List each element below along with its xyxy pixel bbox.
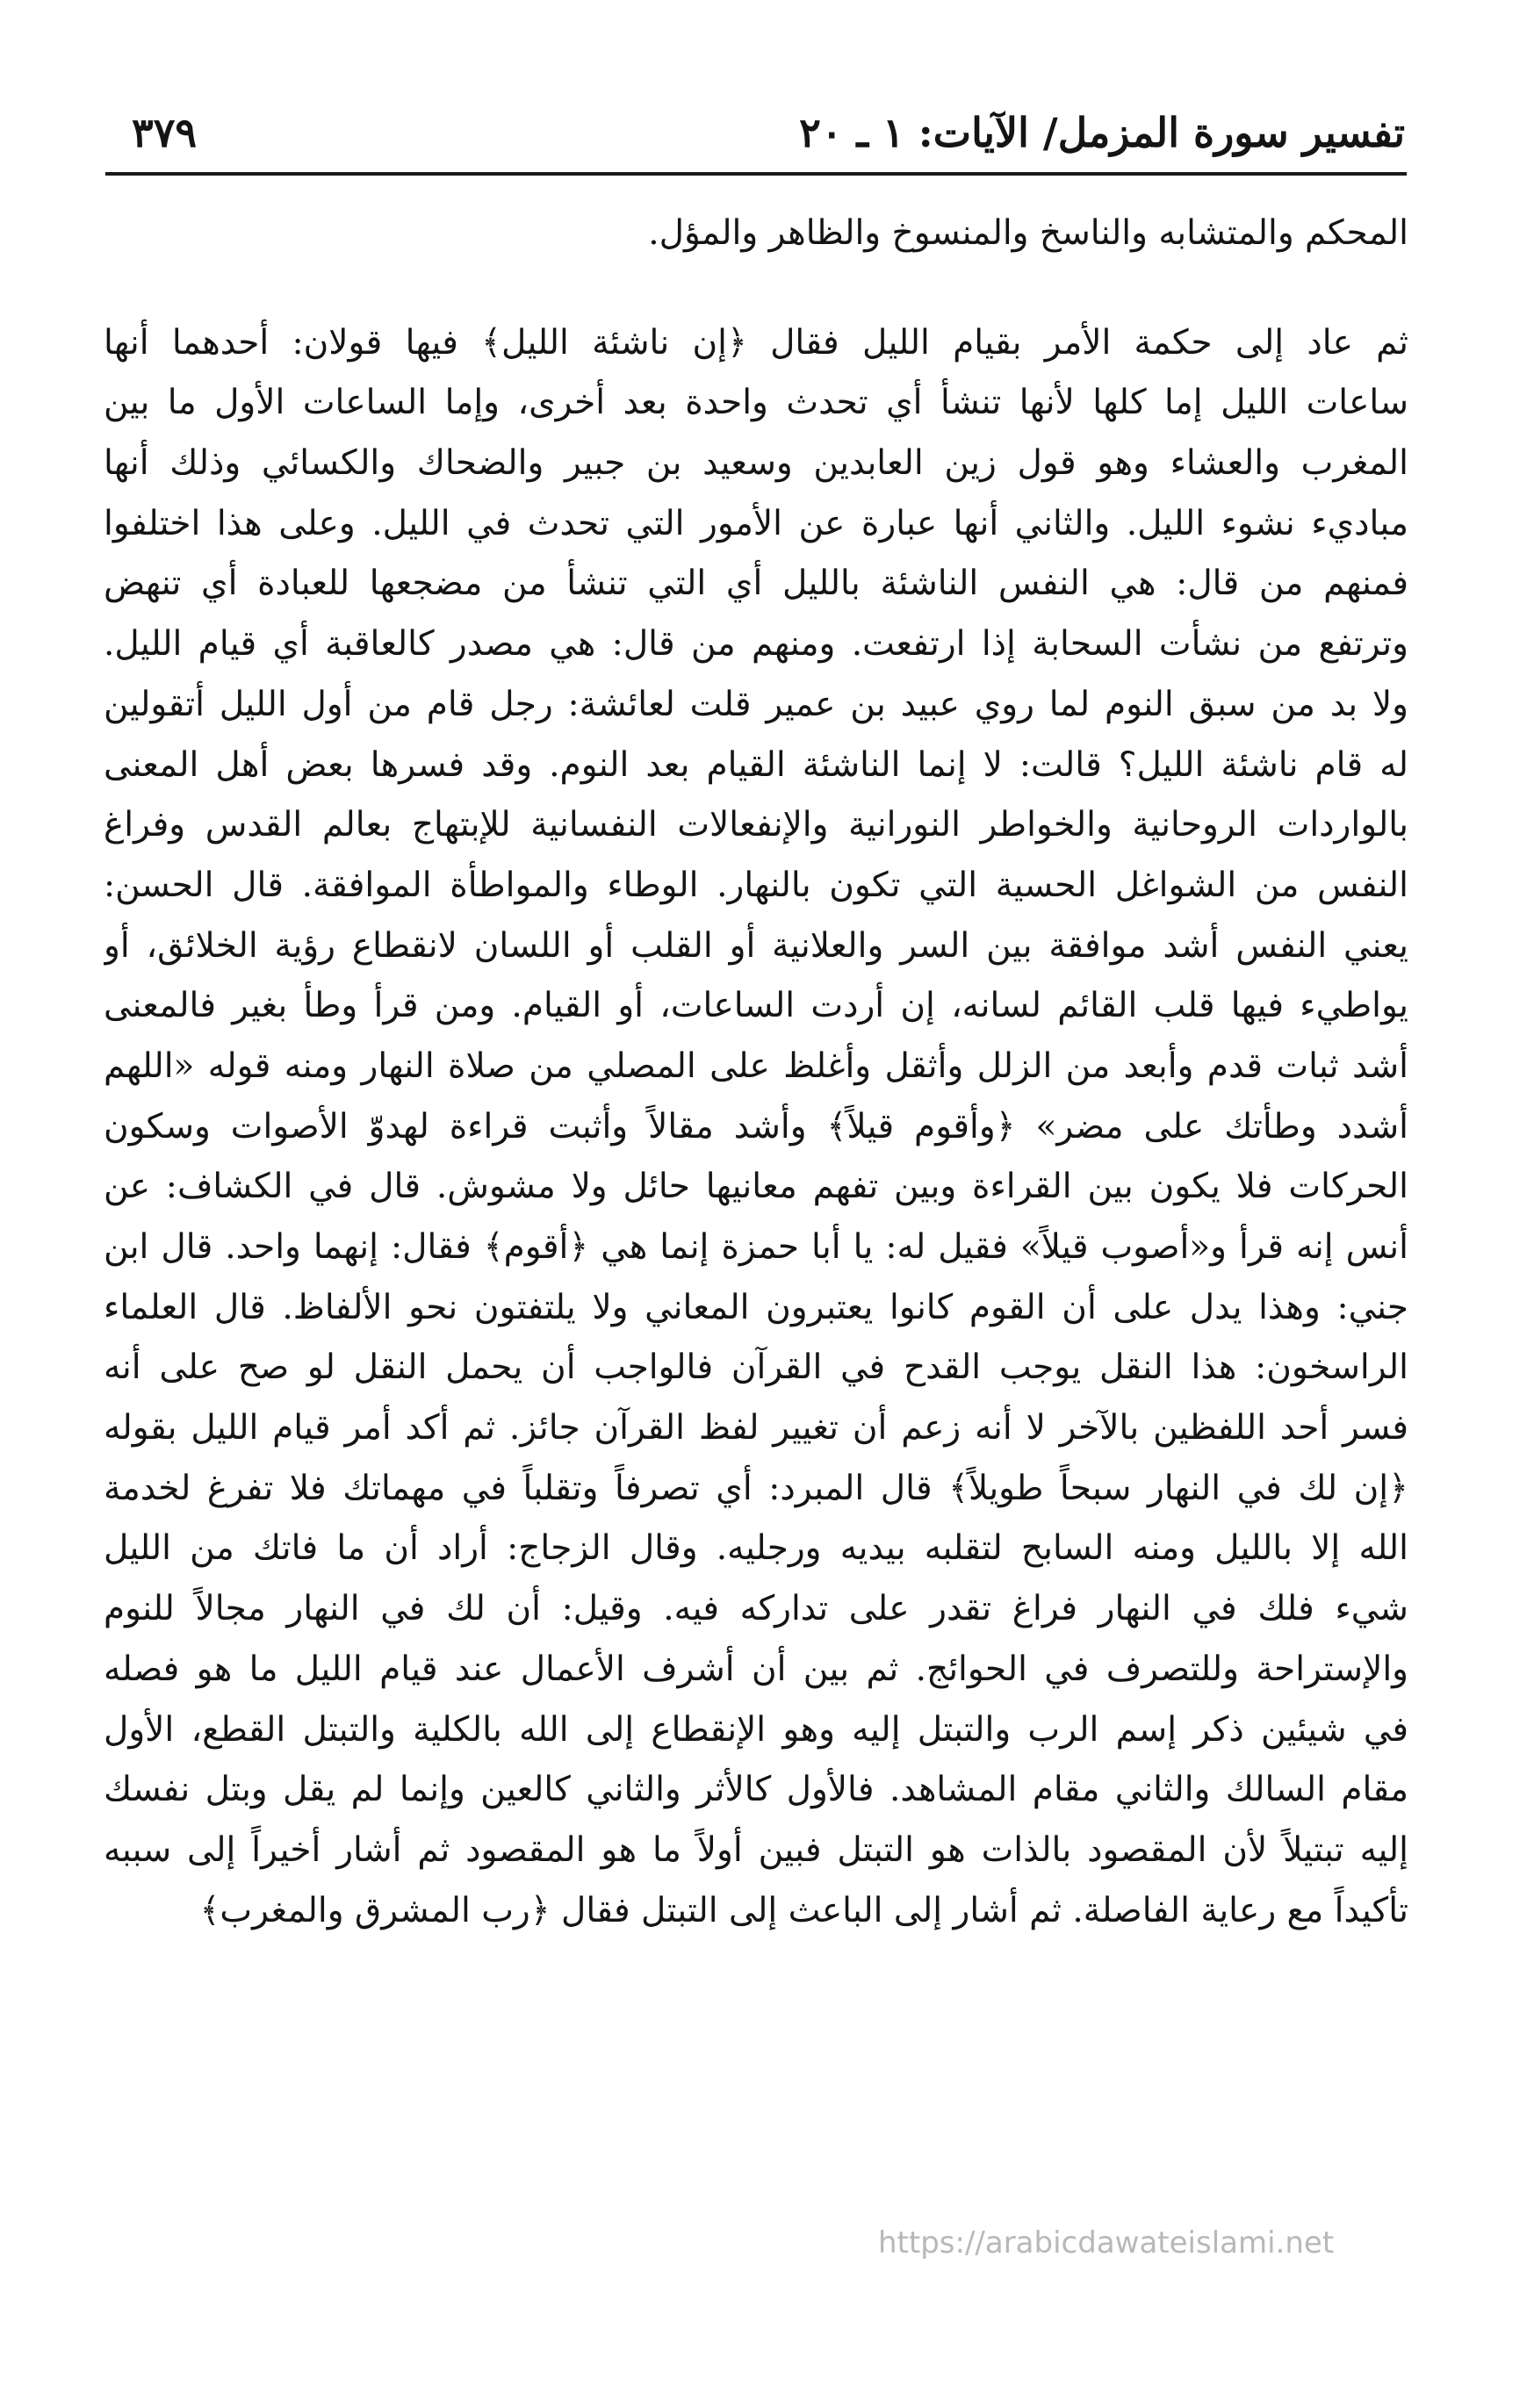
page-header (105, 104, 1405, 165)
text-line: ولا بد من سبق النوم لما روي عبيد بن عمير قلت لعائشة: رجل قام من أول الليل أتقولين (104, 684, 1408, 724)
text-line: يواطيء فيها قلب القائم لسانه، إن أردت الساعات، أو القيام. ومن قرأ وطأ بغير فالمعنى (104, 986, 1408, 1026)
header-divider (105, 172, 1407, 176)
text-line: ثم عاد إلى حكمة الأمر بقيام الليل فقال ﴿إن ناشئة الليل﴾ فيها قولان: أحدهما أنها (104, 322, 1408, 363)
text-line: أشدد وطأتك على مضر» ﴿وأقوم قيلاً﴾ وأشد مقالاً وأثبت قراءة لهدوّ الأصوات وسكون (104, 1106, 1408, 1146)
watermark: https://arabicdawateislami.net (878, 2225, 1335, 2261)
text-line: يعني النفس أشد موافقة بين السر والعلانية أو القلب أو اللسان لانقطاع رؤية الخلائق، أو (104, 925, 1408, 966)
text-line: الله إلا بالليل ومنه السابح لتقلبه بيديه ورجليه. وقال الزجاج: أراد أن ما فاتك من الليل (104, 1528, 1408, 1569)
text-line: المحكم والمتشابه والناسخ والمنسوخ والظاهر والمؤل. (648, 213, 1408, 253)
text-line: الراسخون: هذا النقل يوجب القدح في القرآن فالواجب أن يحمل النقل لو صح على أنه (104, 1348, 1408, 1388)
text-line: مقام السالك والثاني مقام المشاهد. فالأول كالأثر والثاني كالعين وإنما لم يقل وبتل نفسك (104, 1770, 1408, 1810)
text-line: ﴿إن لك في النهار سبحاً طويلاً﴾ قال المبرد: أي تصرفاً وتقلباً في مهماتك فلا تفرغ لخدمة (104, 1468, 1408, 1508)
text-line: أنس إنه قرأ و«أصوب قيلاً» فقيل له: يا أبا حمزة إنما هي ﴿أقوم﴾ فقال: إنهما واحد. قال ابن (104, 1227, 1408, 1267)
text-line: الحركات فلا يكون بين القراءة وبين تفهم معانيها حائل ولا مشوش. قال في الكشاف: عن (104, 1167, 1408, 1207)
text-line: والإستراحة وللتصرف في الحوائج. ثم بين أن أشرف الأعمال عند قيام الليل ما هو فصله (104, 1649, 1408, 1689)
running-title: تفسير سورة المزمل/ الآيات: ١ ـ ٢٠ (799, 109, 1405, 156)
text-line: بالواردات الروحانية والخواطر النورانية والإنفعالات النفسانية للإبتهاج بعالم القدس وفراغ (104, 805, 1408, 845)
text-line: فمنهم من قال: هي النفس الناشئة بالليل أي التي تنشأ من مضجعها للعبادة أي تنهض (104, 564, 1408, 604)
text-line: النفس من الشواغل الحسية التي تكون بالنهار. الوطاء والمواطأة الموافقة. قال الحسن: (104, 865, 1408, 905)
text-line: ساعات الليل إما كلها لأنها تنشأ أي تحدث واحدة بعد أخرى، وإما الساعات الأول ما بين (104, 383, 1408, 423)
text-line: تأكيداً مع رعاية الفاصلة. ثم أشار إلى الباعث إلى التبتل فقال ﴿رب المشرق والمغرب﴾ (199, 1890, 1408, 1930)
text-line: جني: وهذا يدل على أن القوم كانوا يعتبرون المعاني ولا يلتفتون نحو الألفاظ. قال العلماء (104, 1287, 1408, 1327)
text-line: إليه تبتيلاً لأن المقصود بالذات هو التبتل فبين أولاً ما هو المقصود ثم أشار أخيراً إلى سببه (104, 1829, 1408, 1870)
text-line: أشد ثبات قدم وأبعد من الزلل وأثقل وأغلظ على المصلي من صلاة النهار ومنه قوله «اللهم (104, 1046, 1408, 1086)
text-line: في شيئين ذكر إسم الرب والتبتل إليه وهو الإنقطاع إلى الله بالكلية والتبتل القطع، الأول (104, 1709, 1408, 1750)
text-line: فسر أحد اللفظين بالآخر لا أنه زعم أن تغيير لفظ القرآن جائز. ثم أكد أمر قيام الليل بقوله (104, 1408, 1408, 1448)
paragraph (104, 204, 1408, 264)
paragraph-gap (104, 264, 1408, 313)
text-line: وترتفع من نشأت السحابة إذا ارتفعت. ومنهم من قال: هي مصدر كالعاقبة أي قيام الليل. (104, 624, 1408, 665)
text-line: المغرب والعشاء وهو قول زين العابدين وسعيد بن جبير والضحاك والكسائي وذلك أنها (104, 443, 1408, 484)
text-line: له قام ناشئة الليل؟ قالت: لا إنما الناشئة القيام بعد النوم. وقد فسرها بعض أهل المعنى (104, 744, 1408, 785)
page-number: ٣٧٩ (132, 109, 198, 156)
paragraph (104, 313, 1408, 1942)
text-line: مباديء نشوء الليل. والثاني أنها عبارة عن الأمور التي تحدث في الليل. وعلى هذا اختلفوا (104, 503, 1408, 543)
page-body (104, 204, 1408, 1941)
text-line: شيء فلك في النهار فراغ تقدر على تداركه فيه. وقيل: أن لك في النهار مجالاً للنوم (104, 1589, 1408, 1629)
